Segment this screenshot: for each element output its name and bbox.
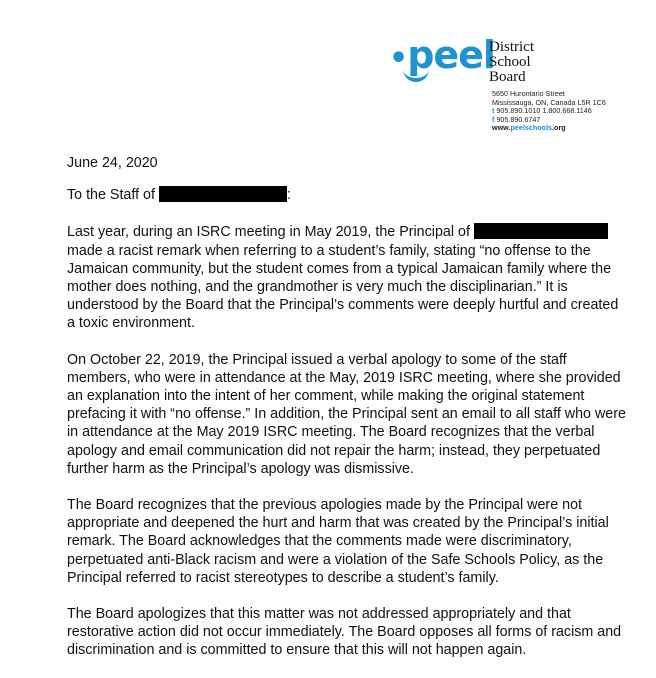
phone-number: 905.890.1010 1.800.668.1146 (496, 106, 592, 116)
logo-brand-text: peel (407, 33, 495, 77)
paragraph-2: On October 22, 2019, the Principal issued a verbal apology to some of the staff members, who were in attendance at the May, 2019 ISRC meeting, where she provided an explanation into the intent of her comment, while making the original statement prefacing it with “no offense.” In addition, the Principal sent an email to all staff who were in attendance at the May 2019 ISRC meeting. The Board recognizes that the verbal apology and email communication did not repair the harm; instead, they perpetuated further harm as the Principal’s apology was dismissive. (67, 351, 626, 477)
letterhead-address (492, 90, 606, 133)
fax-label: f (492, 114, 495, 124)
address-street: 5650 Hurontario Street (492, 89, 565, 98)
website: www.peelschools.org (492, 123, 566, 133)
letter-date: June 24, 2020 (67, 155, 158, 171)
redaction-bar (159, 186, 287, 202)
paragraph-4: The Board apologizes that this matter was not addressed appropriately and that restorative action did not occur immediately. The Board opposes all forms of racism and discrimination and is committed to ensure that this will not happen again. (67, 606, 622, 659)
letter-body (67, 154, 627, 678)
address-city: Mississauga, ON, Canada L5R 1C6 (492, 97, 606, 107)
redaction-bar (474, 223, 608, 239)
org-name-line2: School Board (489, 54, 531, 85)
logo-smile-icon (403, 66, 429, 82)
fax-number: 905.890.6747 (496, 114, 541, 124)
org-name (489, 40, 534, 85)
phone-label: t (492, 106, 495, 116)
salutation: To the Staff of : (67, 187, 291, 204)
org-name-line1: District (489, 39, 534, 55)
paragraph-3: The Board recognizes that the previous apologies made by the Principal were not appropriate and deepened the hurt and harm that was created by the Principal’s initial remark. The Board acknowledges that the comments made were discriminatory, perpetuated anti-Black racism and were a violation of the Safe Schools Policy, as the Principal referred to racist stereotypes to describe a student’s family. (67, 497, 609, 586)
logo-wordmark: •peel (389, 33, 495, 77)
paragraph-1: Last year, during an ISRC meeting in May 2019, the Principal of made a racist remark when referring to a student’s family, stating “no offense to the Jamaican community, but the student comes from a typical Jamaican family where the mother does nothing, and the grandmother is very much the disciplinarian.” It is understood by the Board that the Principal’s comments were deeply hurtful and created a toxic environment. (67, 224, 619, 332)
